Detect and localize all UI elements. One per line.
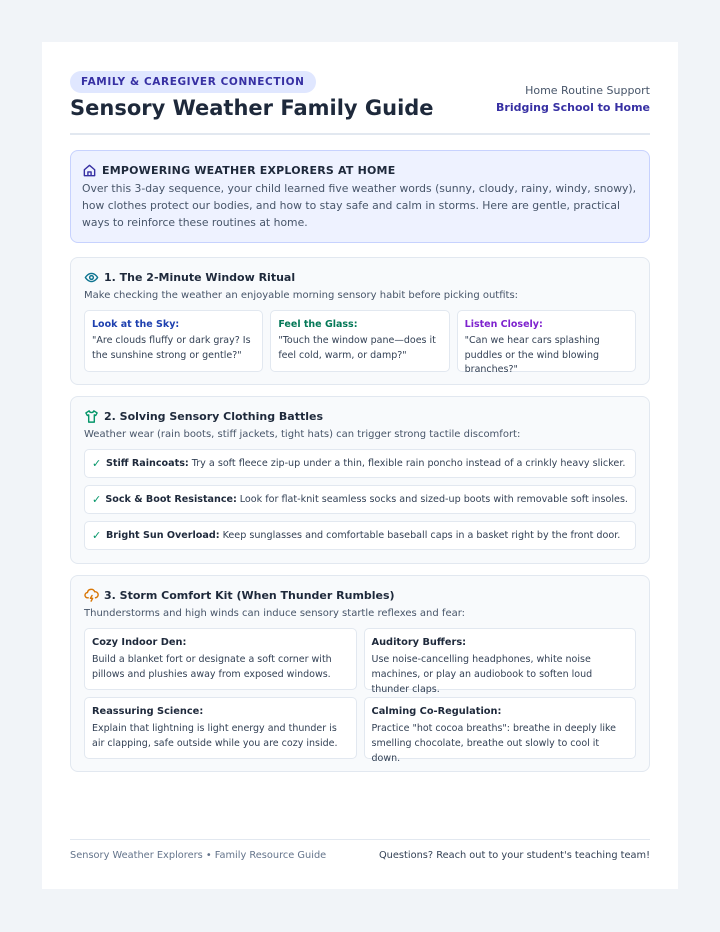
check-icon: ✓	[92, 529, 102, 542]
eye-icon	[84, 270, 99, 285]
card-body: Build a blanket fort or designate a soft corner with pillows and plushies away from exposed windows.	[92, 654, 332, 680]
card-body: "Can we hear cars splashing puddles or the wind blowing branches?"	[464, 335, 600, 375]
tip-label: Stiff Raincoats:	[106, 458, 189, 469]
card-heading: Look at the Sky:	[92, 319, 180, 330]
clothing-description: Weather wear (rain boots, stiff jackets, tight hats) can trigger strong tactile discomfort:	[84, 429, 521, 440]
check-icon: ✓	[92, 457, 102, 470]
shirt-icon	[84, 409, 99, 424]
intro-body: Over this 3-day sequence, your child learned five weather words (sunny, cloudy, rainy, windy, snowy), how clothes protect our bodies, and how to stay safe and calm in storms. Here are gentle, practical ways to reinforce these routines at home.	[82, 182, 637, 230]
indoor-den-card	[84, 628, 357, 690]
card-heading: Reassuring Science:	[92, 706, 204, 717]
header-subtitle: Home Routine Support	[525, 84, 650, 97]
intro-heading: EMPOWERING WEATHER EXPLORERS AT HOME	[102, 163, 396, 177]
storm-kit-description: Thunderstorms and high winds can induce sensory startle reflexes and fear:	[84, 608, 466, 619]
footer-left: Sensory Weather Explorers • Family Resource Guide	[70, 850, 327, 861]
card-body: Practice "hot cocoa breaths": breathe in deeply like smelling chocolate, breathe out slowly to cool it down.	[371, 723, 617, 764]
card-body: Explain that lightning is light energy and thunder is air clapping, safe outside while you are cozy inside.	[92, 723, 338, 749]
tip-text: Look for flat-knit seamless socks and sized-up boots with removable soft insoles.	[239, 494, 628, 505]
co-regulation-card	[364, 697, 637, 764]
header-tagline: Bridging School to Home	[496, 101, 650, 114]
tip-item	[84, 485, 636, 514]
card-heading: Auditory Buffers:	[371, 637, 467, 648]
page-footer	[70, 839, 650, 871]
card-heading: Feel the Glass:	[278, 319, 358, 330]
storm-kit-title: 3. Storm Comfort Kit (When Thunder Rumbles)	[104, 588, 395, 602]
storm-kit-section	[70, 575, 650, 772]
auditory-buffers-card	[364, 628, 637, 695]
listen-card	[457, 310, 636, 375]
header-meta	[496, 83, 650, 116]
glass-card	[270, 310, 449, 372]
tip-item	[84, 449, 636, 478]
window-ritual-description: Make checking the weather an enjoyable morning sensory habit before picking outfits:	[84, 290, 519, 301]
tip-text: Keep sunglasses and comfortable baseball caps in a basket right by the front door.	[222, 530, 621, 541]
card-body: Use noise-cancelling headphones, white noise machines, or play an audiobook to soften loud thunder claps.	[371, 654, 593, 695]
storm-cloud-icon	[84, 588, 99, 603]
clothing-title: 2. Solving Sensory Clothing Battles	[104, 409, 324, 423]
window-ritual-section	[70, 257, 650, 385]
card-heading: Cozy Indoor Den:	[92, 637, 187, 648]
footer-right: Questions? Reach out to your student's teaching team!	[378, 850, 650, 861]
intro-callout	[70, 150, 650, 243]
sky-card	[84, 310, 263, 372]
window-ritual-title: 1. The 2-Minute Window Ritual	[104, 270, 296, 284]
card-body: "Are clouds fluffy or dark gray? Is the sunshine strong or gentle?"	[92, 335, 251, 361]
page-header	[70, 71, 650, 135]
home-icon	[82, 163, 97, 178]
page-title: Sensory Weather Family Guide	[70, 96, 434, 120]
check-icon: ✓	[92, 493, 102, 506]
tip-label: Bright Sun Overload:	[106, 530, 220, 541]
card-heading: Listen Closely:	[464, 319, 543, 330]
tip-label: Sock & Boot Resistance:	[105, 494, 237, 505]
eyebrow-badge: FAMILY & CAREGIVER CONNECTION	[70, 71, 316, 93]
guide-page	[42, 42, 678, 889]
tip-text: Try a soft fleece zip-up under a thin, flexible rain poncho instead of a crinkly heavy slicker.	[191, 458, 626, 469]
card-body: "Touch the window pane—does it feel cold, warm, or damp?"	[278, 335, 436, 361]
reassuring-science-card	[84, 697, 357, 759]
tip-item	[84, 521, 636, 550]
card-heading: Calming Co-Regulation:	[371, 706, 502, 717]
clothing-section	[70, 396, 650, 564]
